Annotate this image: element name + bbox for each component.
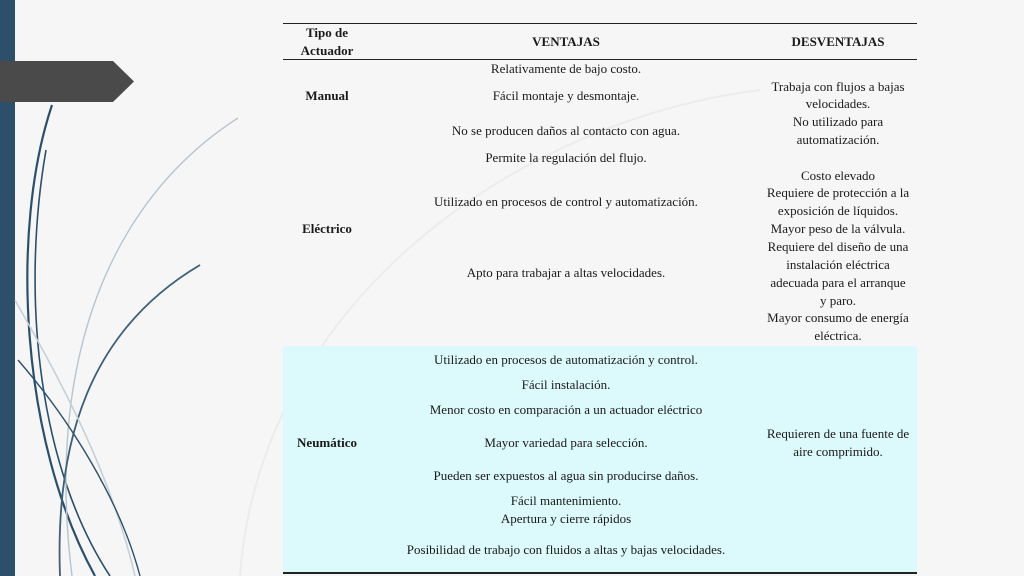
header-desventajas: DESVENTAJAS — [791, 34, 885, 49]
table-top-rule — [283, 23, 917, 24]
manual-desventaja: velocidades. — [805, 96, 871, 111]
electrico-desventaja: exposición de líquidos. — [777, 203, 899, 218]
neumatico-ventaja: Menor costo en comparación a un actuador eléctrico — [429, 402, 703, 417]
row-label-manual: Manual — [305, 88, 349, 103]
electrico-desventaja: instalación eléctrica — [786, 257, 890, 272]
manual-desventaja: No utilizado para — [792, 114, 884, 129]
electrico-desventaja: Mayor consumo de energía — [767, 310, 909, 325]
header-tipo-line2: Actuador — [300, 43, 354, 58]
neumatico-ventaja: Fácil instalación. — [521, 377, 611, 392]
electrico-desventaja: Mayor peso de la válvula. — [770, 221, 906, 236]
electrico-desventaja: adecuada para el arranque — [770, 275, 906, 290]
electrico-desventaja: y paro. — [819, 293, 857, 308]
electrico-ventaja: Apto para trabajar a altas velocidades. — [466, 265, 666, 280]
neumatico-ventaja: Mayor variedad para selección. — [484, 435, 648, 450]
electrico-desventaja: Requiere del diseño de una — [767, 239, 909, 254]
neumatico-ventaja: Posibilidad de trabajo con fluidos a altas y bajas velocidades. — [406, 542, 726, 557]
electrico-desventaja: eléctrica. — [814, 328, 862, 343]
row-label-electrico: Eléctrico — [302, 221, 352, 236]
electrico-desventaja: Requiere de protección a la — [766, 185, 910, 200]
electrico-ventaja: Utilizado en procesos de control y automatización. — [434, 194, 698, 209]
electrico-ventaja: Permite la regulación del flujo. — [485, 150, 647, 165]
header-tipo-line1: Tipo de — [305, 25, 349, 40]
table-bottom-rule — [283, 572, 917, 574]
neumatico-desventaja: Requieren de una fuente de — [766, 426, 910, 441]
manual-ventaja: Fácil montaje y desmontaje. — [492, 88, 640, 103]
neumatico-ventaja: Fácil mantenimiento. — [510, 493, 622, 508]
manual-desventaja: Trabaja con flujos a bajas — [771, 79, 905, 94]
neumatico-ventaja: Apertura y cierre rápidos — [500, 511, 632, 526]
manual-ventaja: Relativamente de bajo costo. — [490, 61, 642, 76]
manual-ventaja: No se producen daños al contacto con agua. — [451, 123, 681, 138]
electrico-desventaja: Costo elevado — [800, 168, 875, 183]
manual-desventaja: automatización. — [796, 132, 880, 147]
neumatico-desventaja: aire comprimido. — [793, 444, 883, 459]
neumatico-ventaja: Pueden ser expuestos al agua sin producirse daños. — [433, 468, 699, 483]
arrow-tab-decoration — [0, 61, 134, 102]
header-ventajas: VENTAJAS — [532, 34, 600, 49]
neumatico-ventaja: Utilizado en procesos de automatización y control. — [434, 352, 698, 367]
row-label-neumatico: Neumático — [297, 435, 357, 450]
